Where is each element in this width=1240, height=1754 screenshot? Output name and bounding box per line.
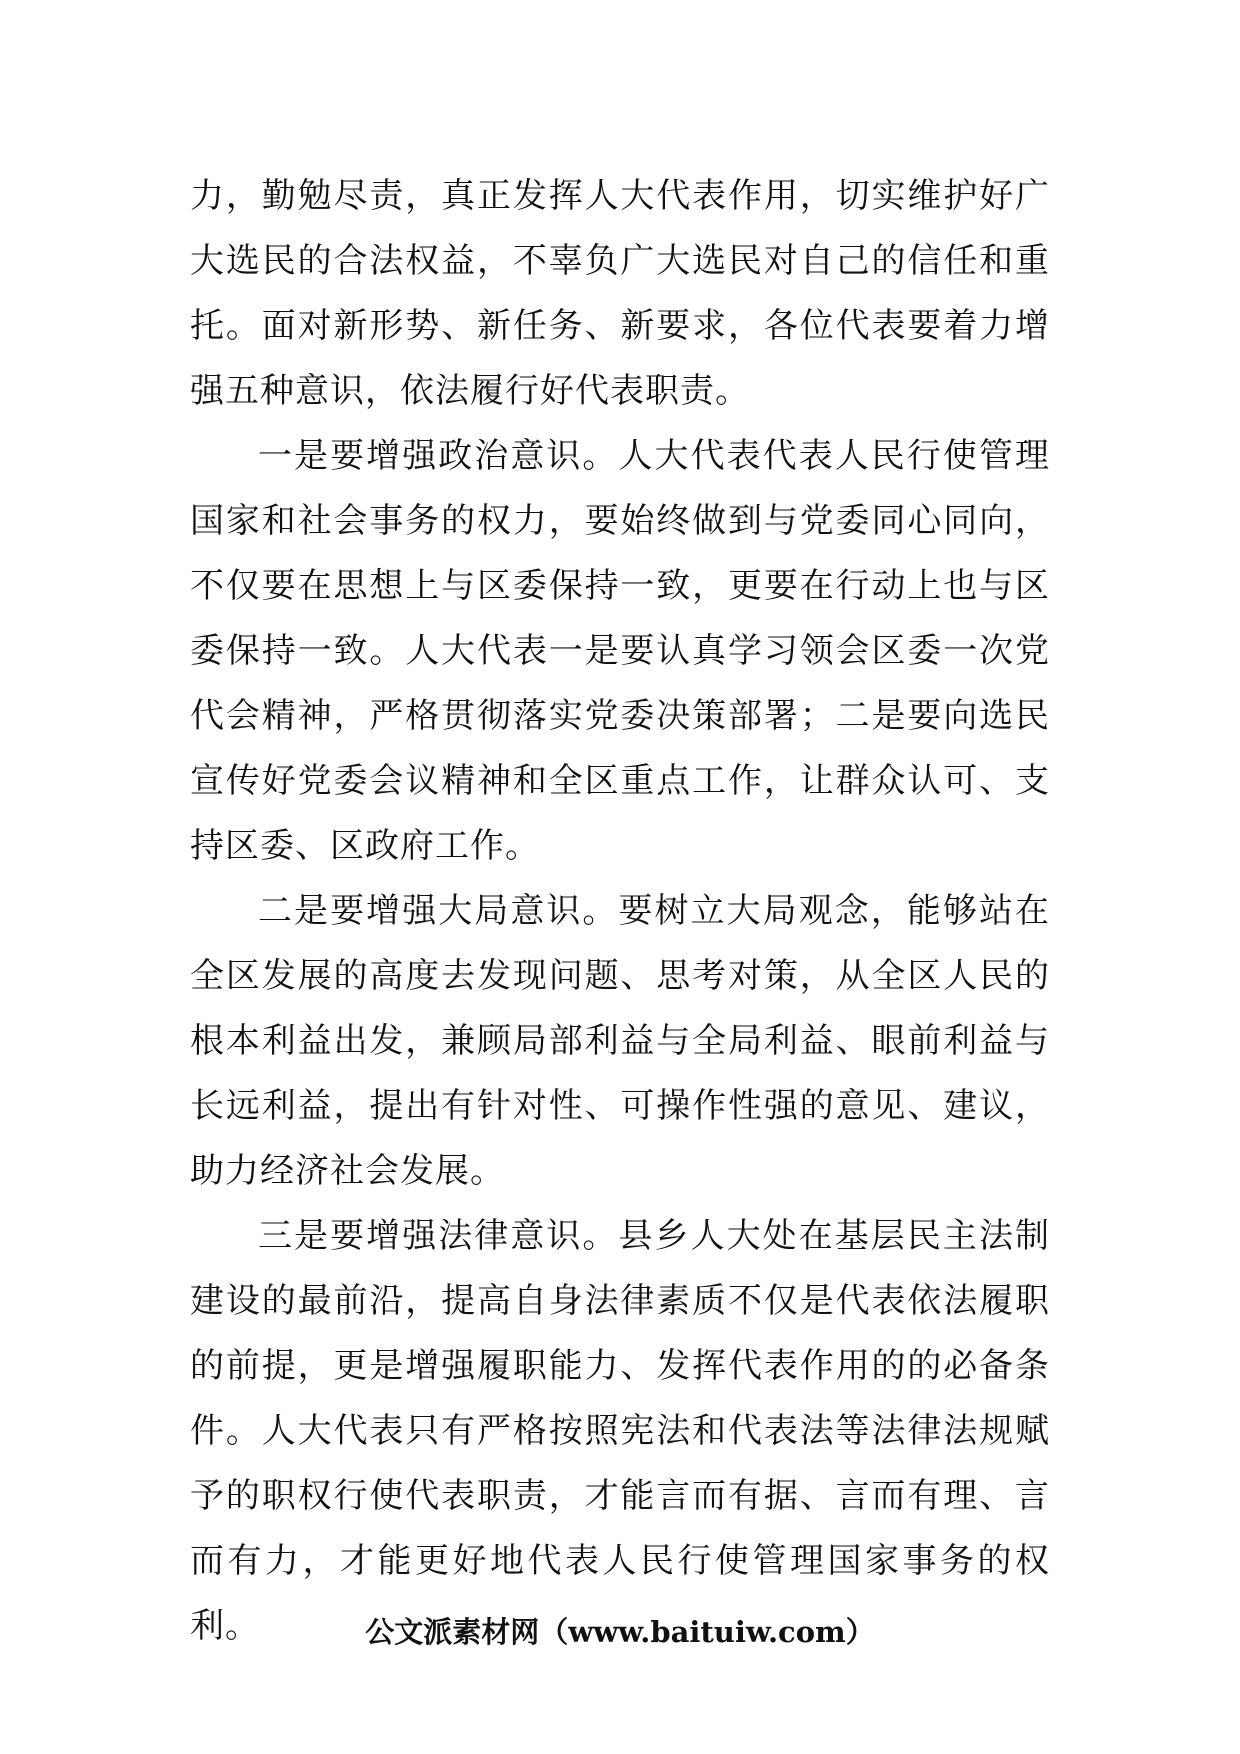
footer-watermark: 公文派素材网（www.baituiw.com） bbox=[365, 1615, 875, 1649]
paragraph-2: 一是要增强政治意识。人大代表代表人民行使管理国家和社会事务的权力，要始终做到与党委同心同向，不仅要在思想上与区委保持一致，更要在行动上也与区委保持一致。人大代表一是要认真学习领会区委一次党代会精神，严格贯彻落实党委决策部署；二是要向选民宣传好党委会议精神和全区重点工作，让群众认可、支持区委、区政府工作。 bbox=[190, 436, 1050, 866]
paragraph-4: 三是要增强法律意识。县乡人大处在基层民主法制建设的最前沿，提高自身法律素质不仅是代表依法履职的前提，更是增强履职能力、发挥代表作用的的必备条件。人大代表只有严格按照宪法和代表法等法律法规赋予的职权行使代表职责，才能言而有据、言而有理、言而有力，才能更好地代表人民行使管理国家事务的权利。 bbox=[190, 1216, 1050, 1646]
paragraph-3: 二是要增强大局意识。要树立大局观念，能够站在全区发展的高度去发现问题、思考对策，从全区人民的根本利益出发，兼顾局部利益与全局利益、眼前利益与长远利益，提出有针对性、可操作性强的意见、建议，助力经济社会发展。 bbox=[190, 891, 1050, 1191]
body-text bbox=[190, 164, 1050, 1659]
paragraph-1: 力，勤勉尽责，真正发挥人大代表作用，切实维护好广大选民的合法权益，不辜负广大选民对自己的信任和重托。面对新形势、新任务、新要求，各位代表要着力增强五种意识，依法履行好代表职责。 bbox=[190, 176, 1050, 411]
